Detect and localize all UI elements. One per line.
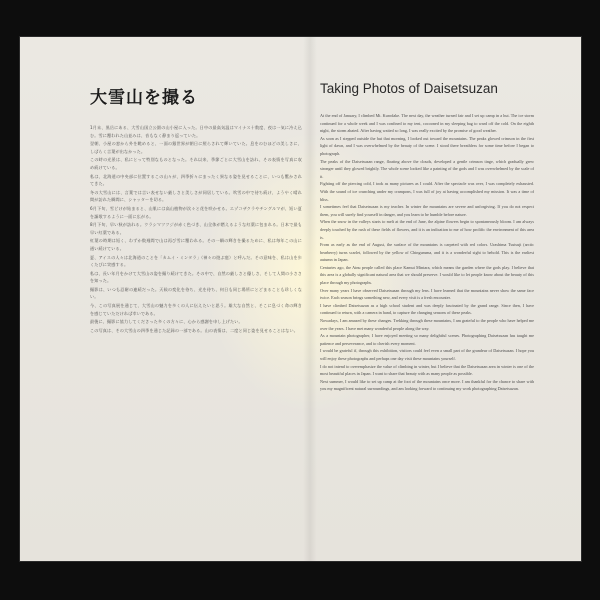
- english-page: [320, 71, 534, 541]
- japanese-paragraph: 私は、北海道の中央部に位置するこの山々が、四季折々にまったく異なる姿を見せることに、いつも驚かされてきた。: [90, 173, 302, 187]
- english-paragraph: When the snow in the valleys starts to melt at the end of June, the alpine flowers begin to spontaneously bloom. I am always deeply touched by the rush of these fields of flowers, and it is an indication to me of how prolific the environment of this area is.: [320, 219, 534, 240]
- japanese-paragraph: 夏、アイスの人々は北海道のことを「カムイ・ミンタラ」（神々の遊ぶ庭）と呼んだ。その意味を、私は山を歩くたびに実感する。: [90, 254, 302, 268]
- japanese-paragraph: 翌朝、小屋の窓から外を眺めると、一面の銀世界が朝日に照らされて輝いていた。息をのむほどの美しさに、しばらく言葉が出なかった。: [90, 141, 302, 154]
- japanese-paragraph: この写真は、その大雪山の四季を通じた記録の一部である。山の表情は、二度と同じ姿を見せることはない。: [90, 327, 298, 333]
- english-paragraph: Centuries ago, the Ainu people called this place Kamui Mintara, which means the garden where the gods play. I believe that this area is a globally significant natural area that we should preserve. I would like to let people know about the beauty of this place through my photographs.: [320, 264, 534, 286]
- japanese-paragraph: 今、この写真展を通じて、大雪山の魅力を多くの人に伝えたいと思う。雄大な自然と、そこに息づく命の輝きを感じていただければ幸いである。: [90, 303, 302, 316]
- exhibition-panel: [20, 37, 581, 561]
- english-paragraph: The peaks of the Daisetsuzan range, floating above the clouds, developed a gentle crimson tinge, which gradually grew stronger until they glowed brightly. The whole scene looked like a painting of the gods and I was overwhelmed by the scale of it.: [320, 158, 534, 179]
- japanese-paragraph: 最後に、撮影に協力してくださった多くの方々に、心から感謝を申し上げたい。: [90, 319, 243, 325]
- japanese-paragraph: 冬の大雪山には、言葉では言い表せない厳しさと美しさが同居している。吹雪の中で待ち続け、ようやく晴れ間が訪れた瞬間に、シャッターを切る。: [90, 189, 302, 203]
- japanese-paragraph: 紅葉の時期は短く、わずか数週間で山は再び雪に覆われる。その一瞬の輝きを撮るために、私は毎年この山に通い続けている。: [90, 238, 302, 251]
- english-paragraph: I have climbed Daisetsuzan as a high school student and was deeply fascinated by the grand range. Since then, I have continued to return, with a camera in hand, to capture the changing seasons of these peaks.: [320, 302, 534, 316]
- japanese-page: [90, 71, 302, 541]
- english-paragraph: Next summer, I would like to set up camp at the foot of the mountains once more. I am thankful for the chance to share with you my magnificent natural surroundings, and am looking forward to continuing my work photographing Daisetsuzan.: [320, 378, 534, 392]
- gutter-shadow: [303, 37, 317, 561]
- english-paragraph: I do not intend to overemphasize the value of climbing in winter, but I believe that the Daisetsuzan area in winter is one of the most beautiful places in Japan. I want to share that beauty with as many people as possible.: [320, 363, 534, 377]
- english-paragraph: As soon as I stepped outside the hut that morning, I looked out toward the mountains. The peaks glowed crimson in the first light of dawn, and I was overwhelmed by the beauty of the scene. I stood there breathless for some time before I began to photograph.: [320, 135, 534, 156]
- japanese-paragraph: 6月下旬、雪どけが始まると、山肌には高山植物が次々と花を咲かせる。エゾコザクラやチングルマが、短い夏を謳歌するように一面に広がる。: [90, 205, 302, 219]
- english-paragraph: Fighting off the piercing cold, I took as many pictures as I could. After the spectacle was over, I was completely exhausted. With the sound of ice crunching under my crampons, I was full of joy at having accomplished my mission. It was a time of bliss.: [320, 181, 534, 202]
- japanese-paragraph: この時の光景は、私にとって特別なものとなった。それ以来、季節ごとに大雪山を訪れ、その表情を写真に収め続けている。: [90, 157, 302, 170]
- japanese-title: 大雪山を撮る: [90, 88, 198, 108]
- english-paragraph: I would be grateful if, through this exhibition, visitors could feel even a small part of the grandeur of Daisetsuzan. I hope you will enjoy these photographs and perhaps one day visit these mountains yourself.: [320, 348, 534, 361]
- japanese-paragraph: 8月下旬、早い秋が訪れる。ウラシマツツジが赤く色づき、山全体が燃えるような紅葉に包まれる。日本で最も早い紅葉である。: [90, 222, 302, 235]
- english-body: [320, 112, 534, 393]
- english-paragraph: At the end of January, I climbed Mt. Kurodake. The next day, the weather turned fair and I set up camp in a hut. The ice storm continued for a whole week and I was confined to my tent, cocooned in my sleeping bag to ward off the cold. On the eighth night, the storm abated. After having waited so long, I was really excited by the promise of good weather.: [320, 113, 534, 134]
- english-paragraph: From as early as the end of August, the surface of the mountains is carpeted with red colors. Urashima Tsutsuji (arctic bearberry) turns scarlet, followed by the yellow of Chinguruma, and it is a wonderful sight to behold. This is the earliest autumn in Japan.: [320, 242, 534, 263]
- english-paragraph: I sometimes feel that Daisetsuzan is my teacher. In winter the mountains are severe and unforgiving. If you do not respect them, you will surely find yourself in danger, and you learn to be humble before nature.: [320, 204, 534, 217]
- japanese-paragraph: 私は、長い年月をかけて大雪山の姿を撮り続けてきた。その中で、自然の厳しさと優しさ、そして人間の小ささを知った。: [90, 270, 302, 284]
- japanese-body: [90, 124, 302, 334]
- japanese-paragraph: 撮影は、いつも忍耐の連続だった。天候の変化を待ち、光を待ち、何日も同じ場所にとどまることも珍しくない。: [90, 286, 302, 300]
- english-paragraph: As a mountain photographer, I have enjoyed meeting so many delightful scenes. Photographing Daisetsuzan has taught me patience and perseverance, and to cherish every moment.: [320, 333, 534, 346]
- japanese-paragraph: 1月末、黒岳にある、大雪山国立公園の山小屋に入った。日中の最高気温はマイナス十数度、夜は一気に冷え込む。雪に覆われた山並みは、音もなく静まり返っていた。: [90, 125, 302, 138]
- english-paragraph: Nowadays, I am amazed by these changes. Trekking through these mountains, I am grateful to the people who have helped me over the years. I have met many wonderful people along the way.: [320, 318, 534, 331]
- english-title: Taking Photos of Daisetsuzan: [320, 81, 498, 96]
- english-paragraph: Over many years I have observed Daisetsuzan through my lens. I have learned that the mountains never show the same face twice. Each season brings something new, and every visit is a fresh encounter.: [320, 287, 534, 301]
